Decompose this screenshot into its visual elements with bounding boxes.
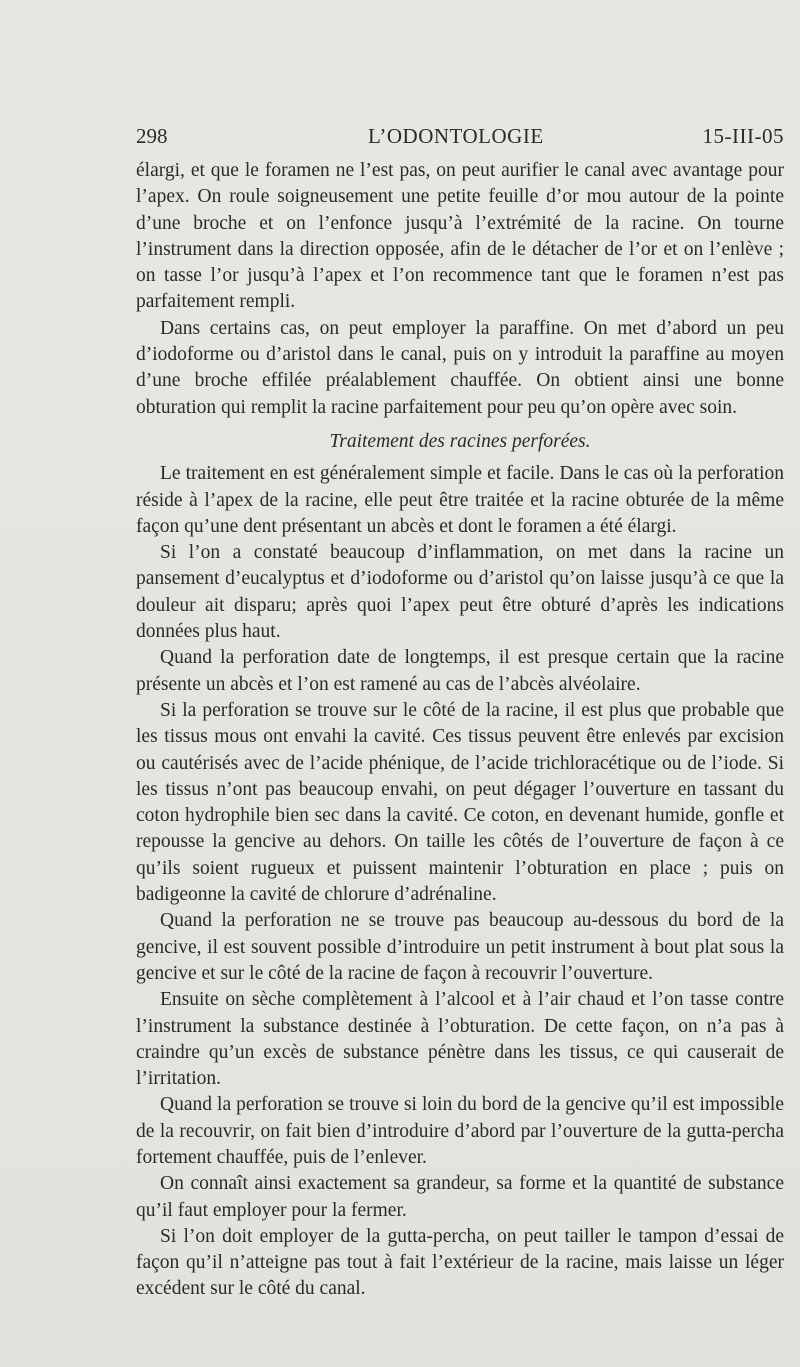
running-header bbox=[136, 124, 784, 152]
paragraph: Si la perforation se trouve sur le côté de la racine, il est plus que probable que les tissus mous ont envahi la cavité. Ces tissus peuvent être enlevés par excision ou cautérisés avec de l’acide phénique, de l’acide trichloracétique ou de l’iode. Si les tissus n’ont pas beaucoup envahi, on peut dégager l’ouverture en tassant du coton hydrophile bien sec dans la cavité. Ce coton, en devenant humide, gonfle et repousse la gencive au dehors. On taille les côtés de l’ouverture de façon à ce qu’ils soient rugueux et puissent maintenir l’obturation en place ; puis on badigeonne la cavité de chlorure d’adrénaline. bbox=[136, 699, 784, 906]
paragraph: Ensuite on sèche complètement à l’alcool et à l’air chaud et l’on tasse contre l’instrument la substance destinée à l’obturation. De cette façon, on n’a pas à craindre qu’un excès de substance pénètre dans les tissus, ce qui causerait de l’irritation. bbox=[136, 989, 784, 1090]
paragraph: Quand la perforation ne se trouve pas beaucoup au-dessous du bord de la gencive, il est souvent possible d’introduire un petit instrument à bout plat sous la gencive et sur le côté de la racine de façon à recouvrir l’ouverture. bbox=[136, 910, 784, 984]
paragraph: Quand la perforation date de longtemps, il est presque certain que la racine présente un abcès et l’on est ramené au cas de l’abcès alvéolaire. bbox=[136, 647, 784, 695]
paragraph: Dans certains cas, on peut employer la paraffine. On met d’abord un peu d’iodoforme ou d’aristol dans le canal, puis on y introduit la paraffine au moyen d’une broche effilée préalablement chauffée. On obtient ainsi une bonne obturation qui remplit la racine parfaitement pour peu qu’on opère avec soin. bbox=[136, 317, 784, 418]
paragraph: Quand la perforation se trouve si loin du bord de la gencive qu’il est impossible de la recouvrir, on fait bien d’introduire d’abord par l’ouverture de la gutta-percha fortement chauffée, puis de l’enlever. bbox=[136, 1094, 784, 1168]
issue-date: 15-III-05 bbox=[702, 124, 784, 148]
paragraph: On connaît ainsi exactement sa grandeur, sa forme et la quantité de substance qu’il faut employer pour la fermer. bbox=[136, 1173, 784, 1221]
paragraph: Le traitement en est généralement simple et facile. Dans le cas où la perforation réside à l’apex de la racine, elle peut être traitée et la racine obturée de la même façon qu’une dent présentant un abcès et dont le foramen a été élargi. bbox=[136, 463, 784, 537]
section-heading: Traitement des racines perforées. bbox=[329, 430, 591, 452]
paragraph: Si l’on a constaté beaucoup d’inflammation, on met dans la racine un pansement d’eucalyptus et d’iodoforme ou d’aristol qu’on laisse jusqu’à ce que la douleur ait disparu; après quoi l’apex peut être obturé d’après les indications données plus haut. bbox=[136, 542, 784, 643]
page-number: 298 bbox=[136, 124, 168, 148]
journal-title: L’ODONTOLOGIE bbox=[368, 124, 544, 148]
paragraph: élargi, et que le foramen ne l’est pas, on peut aurifier le canal avec avantage pour l’apex. On roule soigneusement une petite feuille d’or mou autour de la pointe d’une broche et on l’enfonce jusqu’à l’extrémité de la racine. On tourne l’instrument dans la direction opposée, afin de le détacher de l’or et on l’enlève ; on tasse l’or jusqu’à l’apex et l’on recommence tant que le foramen n’est pas parfaitement rempli. bbox=[136, 160, 784, 313]
body-text bbox=[136, 158, 784, 1303]
paragraph: Si l’on doit employer de la gutta-percha, on peut tailler le tampon d’essai de façon qu’il n’atteigne pas tout à fait l’extérieur de la racine, mais laisse un léger excédent sur le côté du canal. bbox=[136, 1225, 784, 1300]
